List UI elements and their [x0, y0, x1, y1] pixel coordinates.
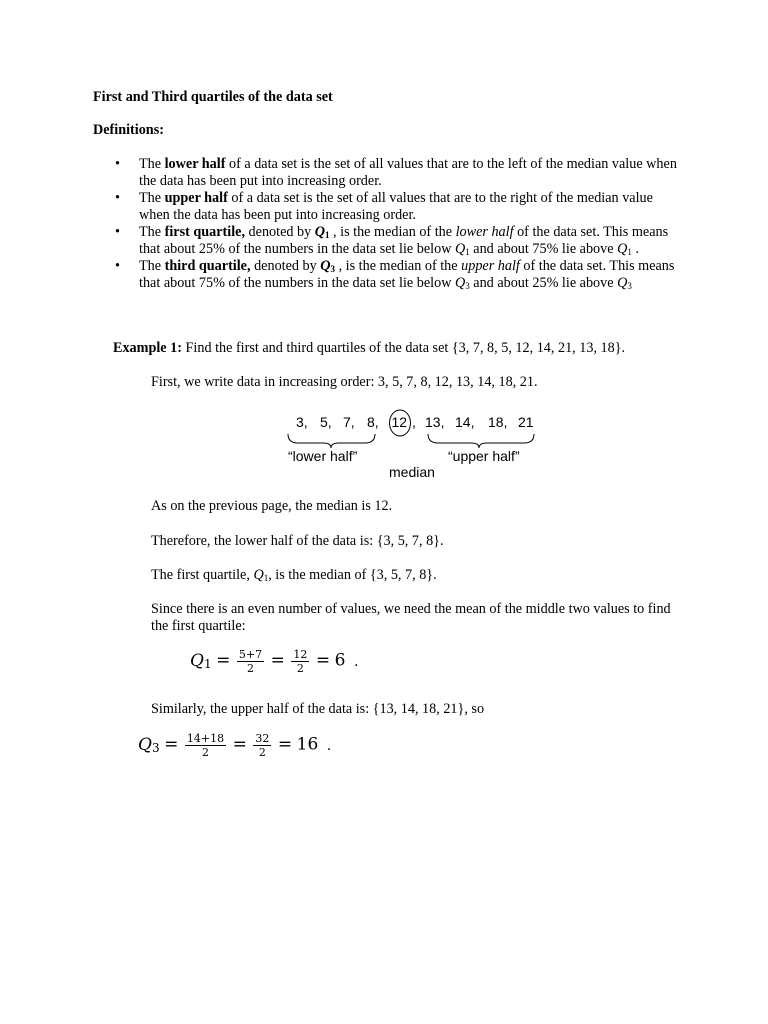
- upper-value: 14,: [455, 414, 475, 430]
- text: and about 75% lie above: [469, 241, 618, 257]
- page-title: First and Third quartiles of the data set: [93, 89, 333, 105]
- numerator: 5+7: [238, 648, 263, 661]
- example-text: Find the first and third quartiles of the data set {3, 7, 8, 5, 12, 14, 21, 13, 18}.: [181, 340, 626, 356]
- example-heading: [113, 340, 625, 357]
- example-label: Example 1:: [113, 340, 182, 356]
- q-subscript: 3: [330, 264, 336, 274]
- numerator: 14+18: [186, 732, 225, 745]
- text: The: [139, 190, 165, 206]
- list-item: [93, 258, 683, 292]
- q1-text: [151, 567, 691, 584]
- formula-q3: [138, 732, 331, 759]
- text: of a data set is the set of all values that are to the left of the median value when the data has been put into increasing order.: [139, 156, 677, 189]
- upper-value: 13,: [425, 414, 445, 430]
- equals: =: [232, 734, 247, 755]
- median-text: As on the previous page, the median is 12.: [151, 498, 393, 514]
- term-first-quartile: first quartile,: [164, 224, 245, 240]
- text: , is the median of the: [335, 258, 462, 274]
- equals: =: [315, 650, 331, 671]
- text: of the data set. This means that about 25% of the numbers in the data set lie below: [139, 224, 669, 257]
- median-diagram: [283, 407, 543, 487]
- definitions-heading: Definitions:: [93, 122, 164, 138]
- text: The first quartile,: [151, 567, 254, 583]
- lower-half-text: Therefore, the lower half of the data is: {3, 5, 7, 8}.: [151, 533, 444, 549]
- numerator: 32: [255, 732, 270, 745]
- q-symbol: Q: [190, 650, 204, 671]
- text: denoted by: [245, 224, 315, 240]
- bullet-icon: •: [115, 258, 120, 274]
- upper-half-text: Similarly, the upper half of the data is: {13, 14, 18, 21}, so: [151, 701, 485, 717]
- lower-value: 5,: [320, 414, 332, 430]
- even-text: Since there is an even number of values, we need the mean of the middle two values to find the first quartile:: [151, 601, 671, 634]
- lower-brace: [288, 434, 375, 448]
- q-subscript: 1: [325, 230, 330, 240]
- lower-half-label: “lower half”: [288, 448, 358, 464]
- text: , is the median of {3, 5, 7, 8}.: [268, 567, 437, 583]
- text: of the data set. This means that about 75% of the numbers in the data set lie below: [139, 258, 675, 291]
- list-item: [93, 224, 683, 258]
- ordered-text: First, we write data in increasing order: 3, 5, 7, 8, 12, 13, 14, 18, 21.: [151, 374, 538, 390]
- q-symbol: Q: [617, 241, 628, 257]
- q-subscript: 1: [203, 656, 212, 671]
- q-subscript: 3: [627, 281, 632, 291]
- result: 16: [296, 734, 319, 755]
- lower-value: 8,: [367, 414, 379, 430]
- q-subscript: 1: [465, 247, 470, 257]
- denominator: 2: [258, 746, 266, 759]
- term-third-quartile: third quartile,: [164, 258, 251, 274]
- text: The: [139, 258, 165, 274]
- bullet-icon: •: [115, 156, 120, 172]
- italic-term: upper half: [461, 258, 520, 274]
- lower-value: 3,: [296, 414, 308, 430]
- text: of a data set is the set of all values that are to the right of the median value when the data has been put into increasing order.: [139, 190, 653, 223]
- denominator: 2: [201, 746, 209, 759]
- upper-brace: [428, 434, 534, 448]
- equals: =: [270, 650, 285, 671]
- q-symbol: Q: [454, 241, 466, 257]
- fraction: [291, 648, 309, 675]
- fraction: [253, 732, 271, 759]
- q-symbol: Q: [617, 275, 628, 291]
- equals: =: [164, 734, 179, 755]
- text: The: [139, 224, 165, 240]
- definitions-list: [93, 156, 683, 292]
- q-subscript: 3: [151, 740, 160, 755]
- italic-term: lower half: [455, 224, 514, 240]
- median-comma: ,: [412, 414, 416, 430]
- q-symbol: Q: [320, 258, 331, 274]
- text: The: [139, 156, 165, 172]
- period: .: [326, 737, 332, 754]
- list-item: [93, 156, 683, 190]
- text: , is the median of the: [329, 224, 456, 240]
- text: .: [631, 241, 639, 257]
- bullet-icon: •: [115, 190, 120, 206]
- term-lower-half: lower half: [164, 156, 226, 172]
- upper-half-label: “upper half”: [448, 448, 520, 464]
- q-symbol: Q: [253, 567, 264, 583]
- median-value: 12: [391, 414, 408, 430]
- upper-value: 18,: [488, 414, 508, 430]
- q-symbol: Q: [138, 734, 152, 755]
- numerator: 12: [293, 648, 308, 661]
- q-subscript: 1: [263, 573, 269, 583]
- text: denoted by: [250, 258, 321, 274]
- fraction: [185, 732, 226, 759]
- result: 6: [334, 650, 346, 671]
- denominator: 2: [296, 662, 304, 675]
- period: .: [353, 653, 359, 670]
- bullet-icon: •: [115, 224, 120, 240]
- equals: =: [216, 650, 231, 671]
- term-upper-half: upper half: [164, 190, 228, 206]
- formula-q1: [190, 648, 358, 675]
- lower-value: 7,: [343, 414, 355, 430]
- equals: =: [277, 734, 293, 755]
- q-symbol: Q: [454, 275, 466, 291]
- median-label: median: [389, 464, 435, 480]
- denominator: 2: [246, 662, 254, 675]
- upper-value: 21: [518, 414, 534, 430]
- list-item: [93, 190, 683, 224]
- text: and about 25% lie above: [469, 275, 618, 291]
- fraction: [237, 648, 264, 675]
- q-subscript: 1: [627, 247, 632, 257]
- q-subscript: 3: [465, 281, 470, 291]
- q-symbol: Q: [314, 224, 325, 240]
